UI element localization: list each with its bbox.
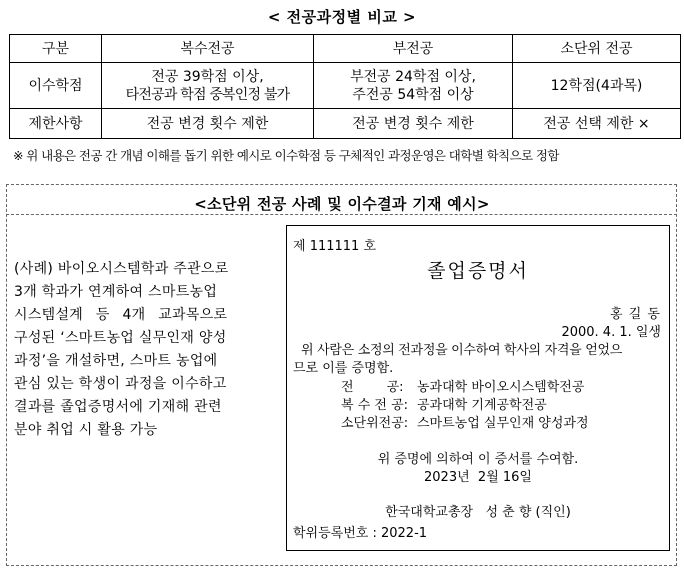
case-line: 관심 있는 학생이 과정을 이수하고	[14, 376, 227, 392]
case-line: 과정’을 개설하면, 스마트 농업에	[14, 353, 218, 369]
certificate-issuer: 한국대학교총장 성 춘 향 (직인)	[385, 505, 571, 520]
cell-line: 12학점(4과목)	[550, 77, 643, 94]
certificate-title: 졸업증명서	[427, 260, 529, 282]
micro-major-label: 소단위전공:	[341, 416, 409, 431]
header-double-major: 복수전공	[102, 35, 314, 63]
cell-line: 전공 39학점 이상,	[151, 68, 264, 85]
cell-line: 타전공과 학점 중복인정 불가	[125, 86, 290, 103]
cell-double-major-restriction: 전공 변경 횟수 제한	[102, 109, 314, 139]
cell-line: 주전공 54학점 이상	[352, 86, 474, 103]
header-category: 구분	[10, 35, 102, 63]
micro-major-value: 스마트농업 실무인재 양성과정	[417, 416, 589, 431]
row-label-restrictions: 제한사항	[10, 109, 102, 139]
cell-micro-restriction: 전공 선택 제한 ×	[513, 109, 681, 139]
comparison-title: < 전공과정별 비교 >	[267, 8, 417, 26]
comparison-table	[9, 34, 681, 139]
table-row	[10, 63, 681, 109]
case-line: 결과를 졸업증명서에 기재해 관련	[14, 399, 222, 415]
case-line: 구성된 ‘스마트농업 실무인재 양성	[14, 330, 227, 346]
table-header-row	[10, 35, 681, 63]
certificate-body-line: 므로 이를 증명함.	[293, 361, 394, 376]
header-micro-major: 소단위 전공	[513, 35, 681, 63]
cell-micro-credits	[513, 63, 681, 109]
cell-minor-restriction: 전공 변경 횟수 제한	[314, 109, 513, 139]
case-line: 분야 취업 시 활용 가능	[14, 422, 158, 438]
cell-minor-credits	[314, 63, 513, 109]
table-row	[10, 109, 681, 139]
example-divider	[6, 214, 677, 215]
case-line: 시스템설계 등 4개 교과목으로	[14, 307, 228, 323]
major-value: 농과대학 바이오시스템학전공	[417, 380, 585, 395]
example-title: <소단위 전공 사례 및 이수결과 기재 예시>	[194, 195, 490, 213]
certificate-birth: 2000. 4. 1. 일생	[561, 325, 661, 340]
footnote: ※ 위 내용은 전공 간 개념 이해를 돕기 위한 예시로 이수학점 등 구체적인 과정운영은 대학별 학칙으로 정함	[13, 148, 559, 163]
cell-double-major-credits	[102, 63, 314, 109]
graduation-certificate	[286, 225, 670, 551]
certificate-number: 제 111111 호	[293, 239, 377, 254]
header-minor: 부전공	[314, 35, 513, 63]
double-major-value: 공과대학 기계공학전공	[417, 398, 547, 413]
case-description	[14, 258, 272, 442]
certificate-award-line: 위 증명에 의하여 이 증서를 수여함.	[377, 452, 579, 467]
case-line: (사례) 바이오시스템학과 주관으로	[14, 261, 229, 277]
double-major-label: 복 수 전 공:	[341, 398, 409, 413]
cell-line: 부전공 24학점 이상,	[350, 68, 476, 85]
degree-registration-number: 학위등록번호 : 2022-1	[293, 526, 428, 541]
certificate-body-line: 위 사람은 소정의 전과정을 이수하여 학사의 자격을 얻었으	[301, 343, 623, 358]
row-label-credits: 이수학점	[10, 63, 102, 109]
certificate-name: 홍 길 동	[610, 307, 661, 322]
case-line: 3개 학과가 연계하여 스마트농업	[14, 284, 218, 300]
certificate-date: 2023년 2월 16일	[424, 470, 532, 485]
major-label: 전 공:	[341, 380, 404, 395]
